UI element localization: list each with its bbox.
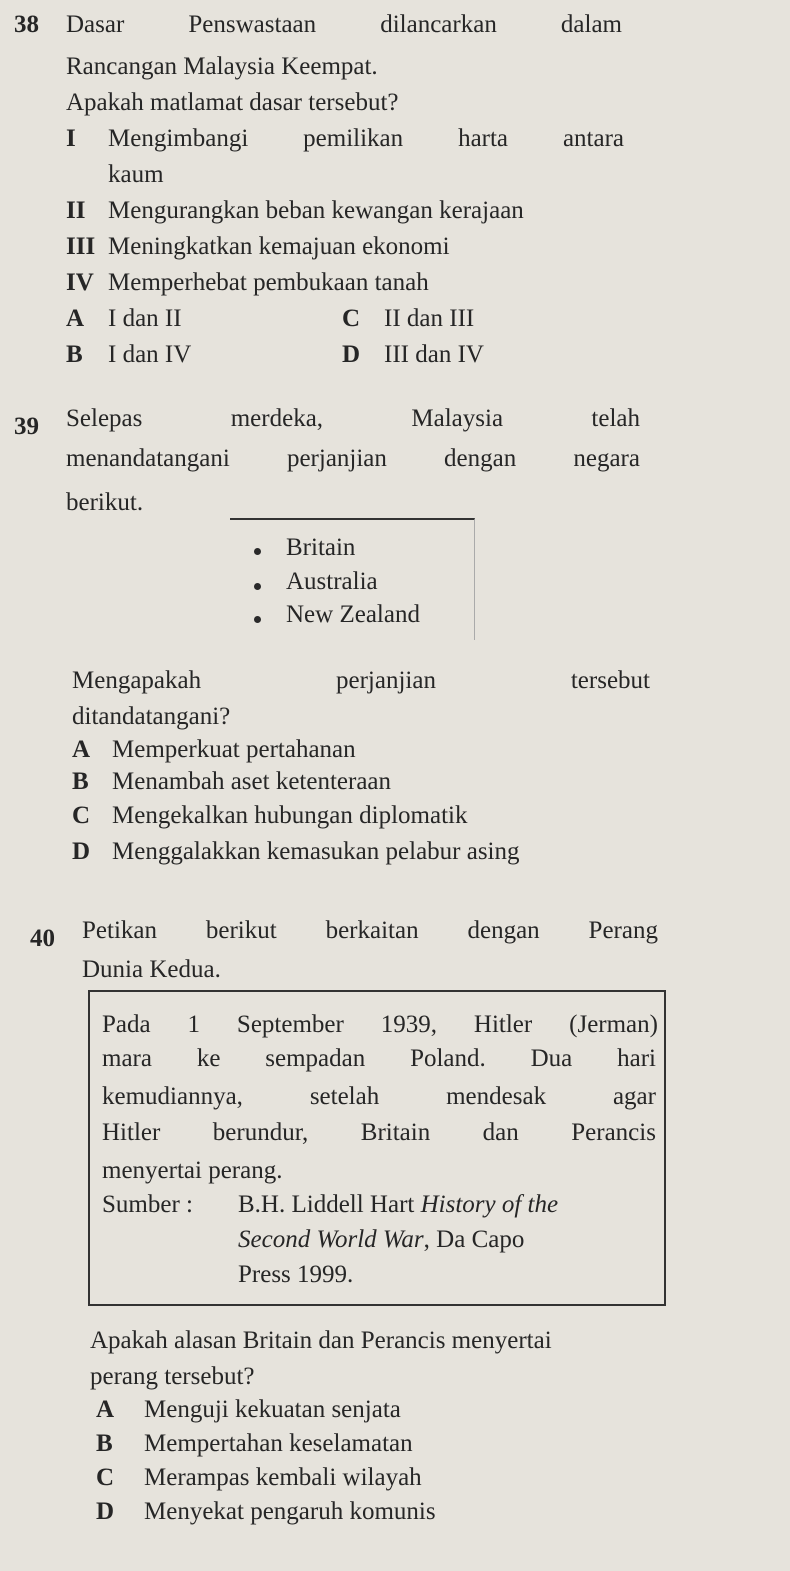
word: tersebut <box>570 667 650 694</box>
source-author: B.H. Liddell Hart <box>238 1191 415 1218</box>
q39-stem-line2 <box>66 444 640 474</box>
word: Selepas <box>66 405 143 432</box>
q39-option-letter: A <box>72 736 91 763</box>
q39-option-c: Mengekalkan hubungan diplomatik <box>112 802 468 829</box>
word: kemudiannya, <box>102 1083 243 1110</box>
word: dengan <box>444 445 517 472</box>
word: Hitler <box>473 1011 533 1038</box>
word: Petikan <box>82 917 157 944</box>
q38-option-b: I dan IV <box>108 341 192 368</box>
word: Pada <box>102 1011 151 1038</box>
word: hari <box>617 1045 656 1072</box>
q39-option-letter: B <box>72 768 89 795</box>
word: negara <box>573 445 640 472</box>
q38-option-letter: B <box>66 341 83 368</box>
q38-item-roman: IV <box>66 269 94 296</box>
word: 1 <box>187 1011 201 1038</box>
excerpt-line3 <box>102 1082 656 1112</box>
q38-item-roman: II <box>66 197 86 224</box>
q38-item-2: Mengurangkan beban kewangan kerajaan <box>108 197 524 224</box>
word: perjanjian <box>286 445 387 472</box>
word: Perang <box>588 917 658 944</box>
word: Poland. <box>410 1045 486 1072</box>
word: dengan <box>467 917 540 944</box>
source-citation-line3: Press 1999. <box>238 1261 354 1288</box>
country-item: New Zealand <box>286 601 420 628</box>
word: perjanjian <box>336 667 436 694</box>
source-label: Sumber : <box>102 1191 193 1218</box>
word: merdeka, <box>230 405 324 432</box>
q38-stem-line1 <box>66 10 622 40</box>
excerpt-line5: menyertai perang. <box>102 1157 283 1184</box>
source-citation-line2 <box>238 1225 524 1255</box>
q40-number: 40 <box>30 925 55 952</box>
q38-stem-line2: Rancangan Malaysia Keempat. <box>66 53 378 80</box>
word: Mengapakah <box>72 667 202 694</box>
word: telah <box>591 405 640 432</box>
excerpt-line1 <box>102 1010 658 1040</box>
word: Hitler <box>102 1119 161 1146</box>
q40-option-letter: C <box>96 1464 115 1491</box>
word: berundur, <box>212 1119 309 1146</box>
word: Malaysia <box>411 405 504 432</box>
word: Dasar <box>66 11 125 38</box>
q40-stem-line2: Dunia Kedua. <box>82 956 221 983</box>
q40-option-a: Menguji kekuatan senjata <box>144 1396 401 1423</box>
q40-option-d: Menyekat pengaruh komunis <box>144 1498 436 1525</box>
q40-option-letter: D <box>96 1498 115 1525</box>
word: mara <box>102 1045 152 1072</box>
word: agar <box>612 1083 656 1110</box>
word: antara <box>562 125 624 152</box>
word: Mengimbangi <box>108 125 249 152</box>
q39-stem-line3: berikut. <box>66 489 144 516</box>
word: setelah <box>309 1083 380 1110</box>
source-title: Second World War <box>238 1226 424 1253</box>
word: September <box>236 1011 344 1038</box>
q39-number: 39 <box>14 413 39 440</box>
q38-item-4: Memperhebat pembukaan tanah <box>108 269 429 296</box>
word: sempadan <box>265 1045 366 1072</box>
q38-item-roman: I <box>66 125 76 152</box>
q38-option-letter: C <box>342 305 361 332</box>
q38-option-c: II dan III <box>384 305 475 332</box>
q39-option-d: Menggalakkan kemasukan pelabur asing <box>112 838 520 865</box>
word: Dua <box>530 1045 573 1072</box>
q38-option-a: I dan II <box>108 305 182 332</box>
word: 1939, <box>380 1011 437 1038</box>
q40-option-letter: A <box>96 1396 115 1423</box>
q38-item-3: Meningkatkan kemajuan ekonomi <box>108 233 450 260</box>
q38-option-letter: A <box>66 305 85 332</box>
q40-question-line1: Apakah alasan Britain dan Perancis menyertai <box>90 1327 552 1354</box>
word: Perancis <box>571 1119 656 1146</box>
word: dan <box>482 1119 519 1146</box>
word: harta <box>458 125 509 152</box>
word: ke <box>196 1045 221 1072</box>
word: Britain <box>360 1119 431 1146</box>
q39-option-a: Memperkuat pertahanan <box>112 736 356 763</box>
q40-option-b: Mempertahan keselamatan <box>144 1430 413 1457</box>
q39-question-line2: ditandatangani? <box>72 703 231 730</box>
word: dilancarkan <box>380 11 497 38</box>
q39-option-letter: D <box>72 838 91 865</box>
source-citation-line1 <box>238 1190 558 1220</box>
q39-option-letter: C <box>72 802 91 829</box>
q40-option-letter: B <box>96 1430 113 1457</box>
word: (Jerman) <box>569 1011 658 1038</box>
excerpt-line2 <box>102 1044 656 1074</box>
bullet-icon <box>254 548 261 555</box>
q38-stem-line3: Apakah matlamat dasar tersebut? <box>66 89 399 116</box>
word: Penswastaan <box>188 11 317 38</box>
bullet-icon <box>254 583 261 590</box>
source-publisher: , Da Capo <box>423 1226 525 1253</box>
word: berikut <box>205 917 277 944</box>
bullet-icon <box>254 616 261 623</box>
q40-question-line2: perang tersebut? <box>90 1363 255 1390</box>
q39-question-line1 <box>72 666 650 696</box>
q38-item-1-line1 <box>108 124 624 154</box>
q38-item-1-line2: kaum <box>108 161 164 188</box>
word: mendesak <box>446 1083 547 1110</box>
country-item: Australia <box>286 568 378 595</box>
q38-option-d: III dan IV <box>384 341 484 368</box>
q38-number: 38 <box>14 11 39 38</box>
word: menandatangani <box>66 445 230 472</box>
source-title: History of the <box>420 1191 559 1218</box>
q40-option-c: Merampas kembali wilayah <box>144 1464 422 1491</box>
q38-item-roman: III <box>66 233 96 260</box>
q39-option-b: Menambah aset ketenteraan <box>112 768 392 795</box>
word: dalam <box>560 11 622 38</box>
q38-option-letter: D <box>342 341 361 368</box>
q40-stem-line1 <box>82 916 658 946</box>
excerpt-line4 <box>102 1118 656 1148</box>
word: berkaitan <box>325 917 419 944</box>
word: pemilikan <box>303 125 404 152</box>
q39-stem-line1 <box>66 404 640 434</box>
country-item: Britain <box>286 534 356 561</box>
